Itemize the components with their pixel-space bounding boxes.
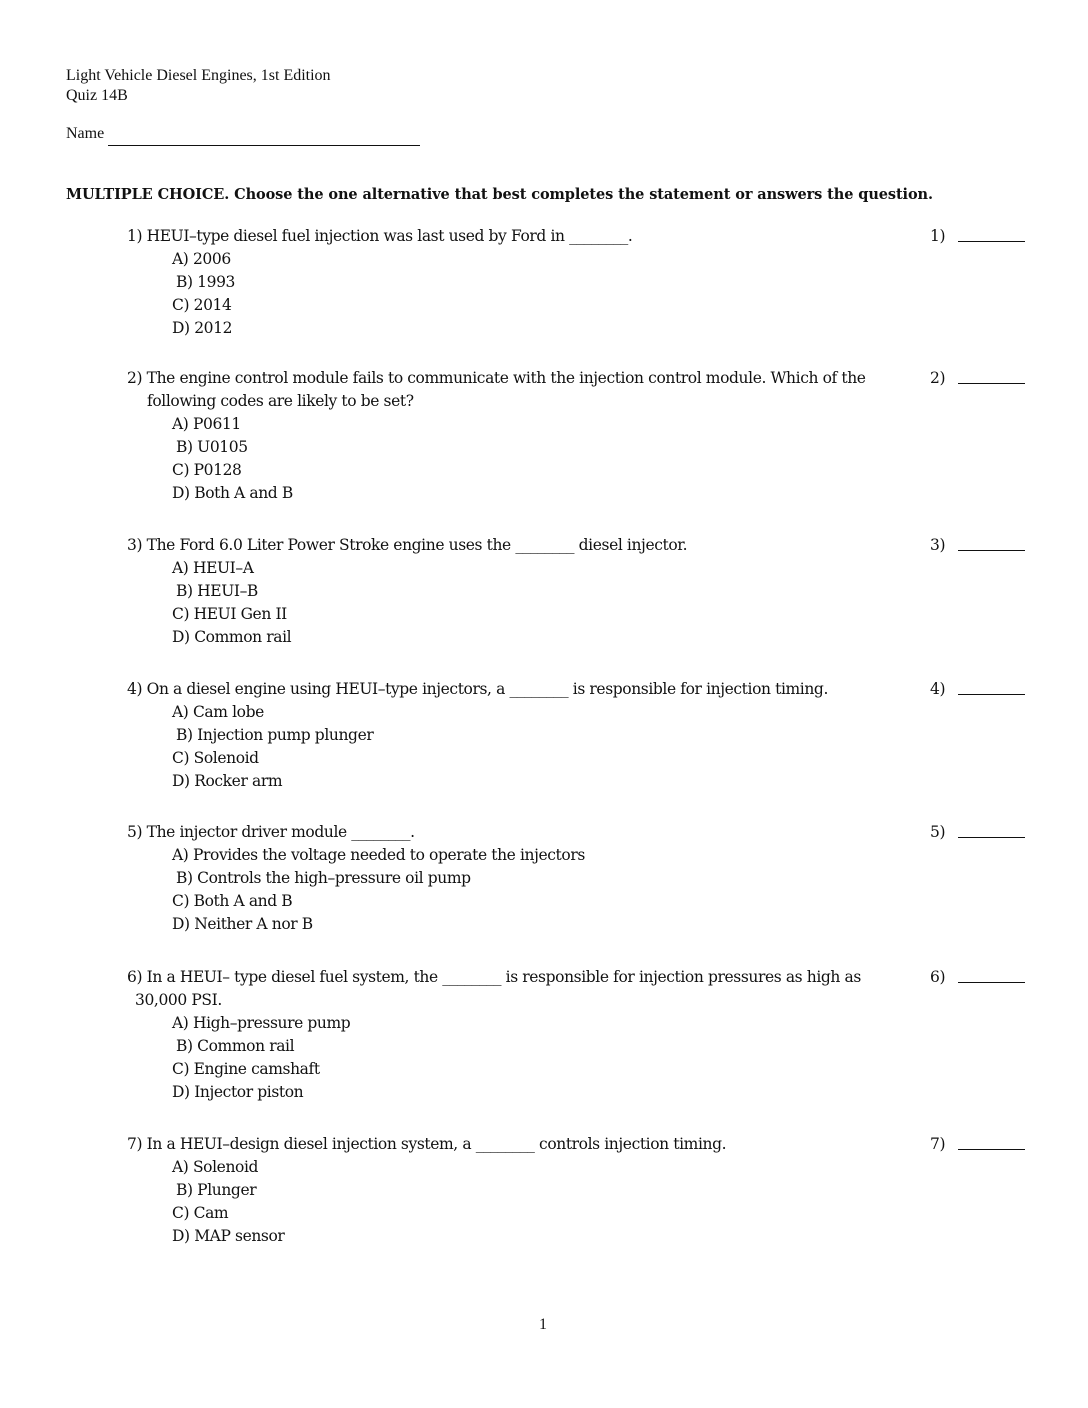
answer-blank[interactable] <box>958 241 1025 242</box>
answer-number: 5) <box>930 823 946 841</box>
answer-number: 3) <box>930 536 946 554</box>
answer-option[interactable]: C) P0128 <box>172 461 242 479</box>
answer-option[interactable]: C) Both A and B <box>172 892 293 910</box>
answer-option[interactable]: B) 1993 <box>176 273 236 291</box>
answer-option[interactable]: A) P0611 <box>172 415 241 433</box>
answer-option[interactable]: B) Controls the high–pressure oil pump <box>176 869 471 887</box>
answer-option[interactable]: A) 2006 <box>172 250 231 268</box>
answer-blank[interactable] <box>958 837 1025 838</box>
question-4 <box>127 678 1077 793</box>
answer-option[interactable]: B) Injection pump plunger <box>176 726 374 744</box>
answer-option[interactable]: D) Injector piston <box>172 1083 304 1101</box>
answer-option[interactable]: A) High–pressure pump <box>172 1014 351 1032</box>
answer-option[interactable]: B) Plunger <box>176 1181 257 1199</box>
answer-option[interactable]: C) 2014 <box>172 296 232 314</box>
question-text: 30,000 PSI. <box>135 991 222 1009</box>
answer-option[interactable]: A) Cam lobe <box>172 703 264 721</box>
answer-number: 7) <box>930 1135 946 1153</box>
answer-blank[interactable] <box>958 550 1025 551</box>
answer-option[interactable]: C) HEUI Gen II <box>172 605 287 623</box>
answer-option[interactable]: B) HEUI–B <box>176 582 258 600</box>
question-text: 6) In a HEUI– type diesel fuel system, the ________ is responsible for injection pressures as high as <box>127 968 861 986</box>
answer-option[interactable]: D) Common rail <box>172 628 292 646</box>
question-3 <box>127 534 1077 649</box>
answer-number: 2) <box>930 369 946 387</box>
answer-option[interactable]: A) Solenoid <box>172 1158 259 1176</box>
name-label: Name <box>66 125 105 142</box>
question-text: 4) On a diesel engine using HEUI–type injectors, a ________ is responsible for injection timing. <box>127 680 828 698</box>
book-title: Light Vehicle Diesel Engines, 1st Edition <box>66 67 331 84</box>
question-text: 2) The engine control module fails to communicate with the injection control module. Which of the <box>127 369 866 387</box>
question-6 <box>127 966 1077 1104</box>
answer-option[interactable]: A) HEUI–A <box>172 559 254 577</box>
name-field[interactable] <box>108 145 420 146</box>
question-text: 3) The Ford 6.0 Liter Power Stroke engine uses the ________ diesel injector. <box>127 536 688 554</box>
answer-blank[interactable] <box>958 383 1025 384</box>
answer-option[interactable]: C) Cam <box>172 1204 229 1222</box>
question-5 <box>127 821 1077 936</box>
answer-number: 6) <box>930 968 946 986</box>
question-1 <box>127 225 1077 340</box>
page-number: 1 <box>539 1316 547 1333</box>
quiz-title: Quiz 14B <box>66 87 128 104</box>
answer-option[interactable]: D) Both A and B <box>172 484 293 502</box>
answer-number: 4) <box>930 680 946 698</box>
answer-blank[interactable] <box>958 982 1025 983</box>
answer-option[interactable]: B) Common rail <box>176 1037 295 1055</box>
answer-option[interactable]: D) Neither A nor B <box>172 915 313 933</box>
answer-option[interactable]: C) Engine camshaft <box>172 1060 320 1078</box>
question-2 <box>127 367 1077 505</box>
answer-option[interactable]: A) Provides the voltage needed to operate the injectors <box>172 846 585 864</box>
question-text: 1) HEUI–type diesel fuel injection was last used by Ford in ________. <box>127 227 633 245</box>
question-7 <box>127 1133 1077 1248</box>
question-text: 7) In a HEUI–design diesel injection system, a ________ controls injection timing. <box>127 1135 727 1153</box>
answer-blank[interactable] <box>958 1149 1025 1150</box>
answer-option[interactable]: D) MAP sensor <box>172 1227 285 1245</box>
question-text: 5) The injector driver module ________. <box>127 823 415 841</box>
answer-number: 1) <box>930 227 946 245</box>
answer-blank[interactable] <box>958 694 1025 695</box>
answer-option[interactable]: D) 2012 <box>172 319 233 337</box>
question-text: following codes are likely to be set? <box>147 392 414 410</box>
answer-option[interactable]: C) Solenoid <box>172 749 259 767</box>
instructions: MULTIPLE CHOICE. Choose the one alternative that best completes the statement or answers the question. <box>66 186 933 203</box>
answer-option[interactable]: D) Rocker arm <box>172 772 283 790</box>
answer-option[interactable]: B) U0105 <box>176 438 248 456</box>
